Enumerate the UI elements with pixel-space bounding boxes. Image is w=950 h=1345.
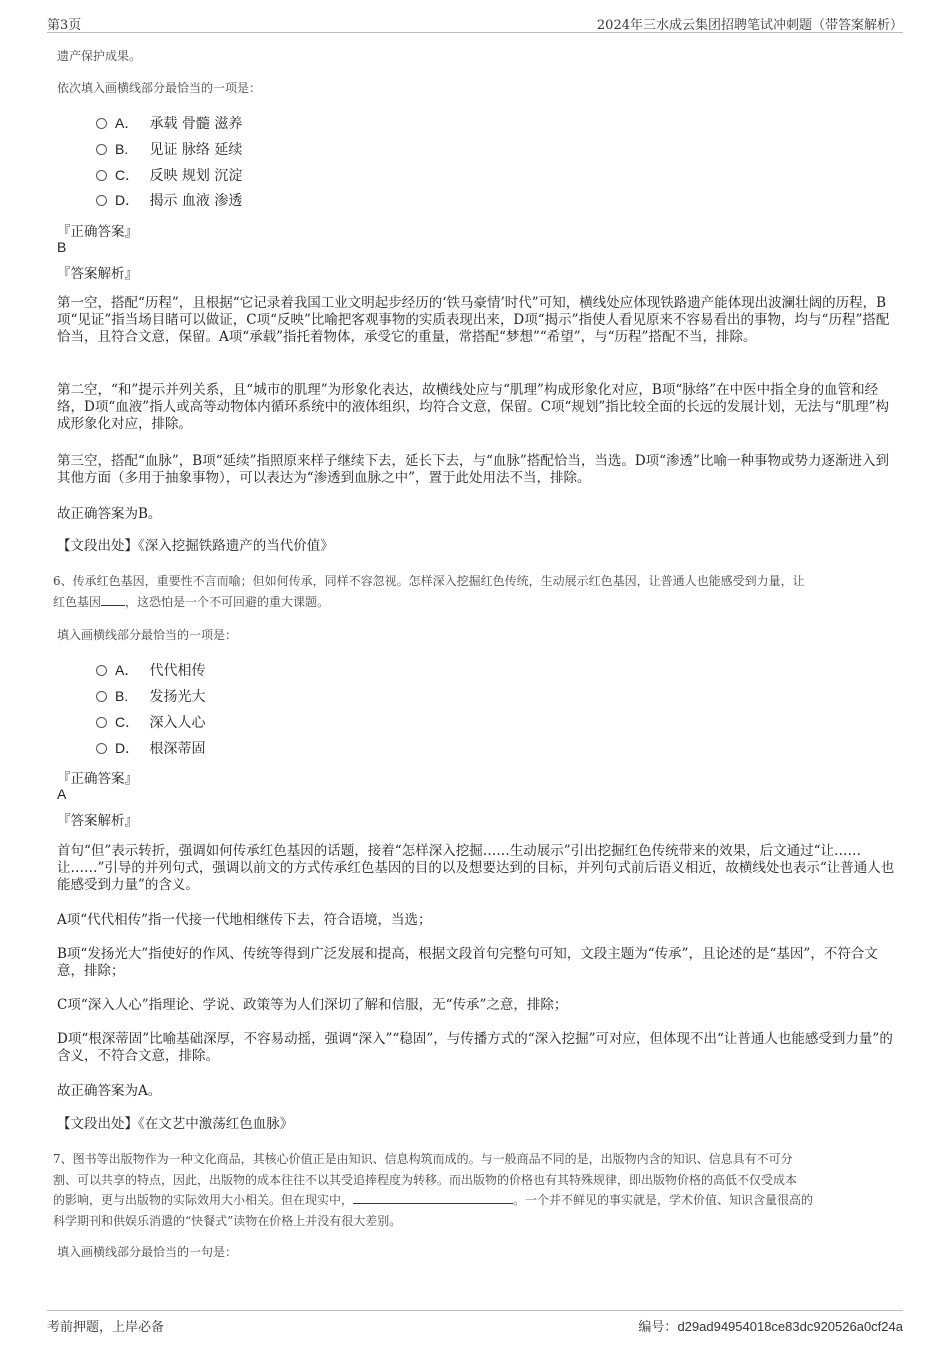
q6-option-a[interactable]: A． 代代相传 xyxy=(96,660,205,680)
answer-blank xyxy=(353,1190,513,1204)
q5-option-a[interactable]: A． 承载 骨髓 滋养 xyxy=(96,113,242,133)
radio-button[interactable] xyxy=(96,195,107,206)
q5-analysis-p2: 第二空，“和”提示并列关系，且“城市的肌理”为形象化表达，故横线处应与“肌理”构成形象化对应，B项“脉络”在中医中指全身的血管和经络，D项“血液”指人或高等动物体内循环系统中的液体组织，均符合文意，保留。C项“规划”指比较全面的长远的发展计划，无法与“肌理”构成形象化对应，排除。 xyxy=(57,382,890,432)
page-header xyxy=(47,10,903,33)
q6-analysis-p2: A项“代代相传”指一代接一代地相继传下去，符合语境，当选； xyxy=(57,912,432,928)
radio-button[interactable] xyxy=(96,665,107,676)
q7-prompt: 填入画横线部分最恰当的一句是： xyxy=(57,1245,238,1259)
q5-analysis-p3: 第三空，搭配“血脉”，B项“延续”指照原来样子继续下去，延长下去，与“血脉”搭配恰当，当选。D项“渗透”比喻一种事物或势力逐渐进入到其他方面（多用于抽象事物），可以表达为“渗透到血脉之中”，置于此处用法不当，排除。 xyxy=(57,453,889,486)
page-number: 第3页 xyxy=(47,18,82,33)
document-id: 编号：d29ad94954018ce83dc920526a0cf24a xyxy=(638,1319,903,1335)
q5-option-c[interactable]: C． 反映 规划 沉淀 xyxy=(96,165,242,185)
q6-analysis-p3: B项“发扬光大”指使好的作风、传统等得到广泛发展和提高，根据文段首句完整句可知，文段主题为“传承”，且论述的是“基因”，不符合文意，排除； xyxy=(57,946,878,979)
answer-blank xyxy=(101,592,125,606)
q5-analysis-p1: 第一空，搭配“历程”，且根据“它记录着我国工业文明起步经历的‘铁马豪情’时代”可知，横线处应体现铁路遗产能体现出波澜壮阔的历程，B项“见证”指当场目睹可以做证，C项“反映”比喻把客观事物的实质表现出来，D项“揭示”指使人看见原来不容易看出的事物，均与“历程”搭配恰当，且符合文意，保留。A项“承载”指托着物体，承受它的重量，常搭配“梦想”“希望”，与“历程”搭配不当，排除。 xyxy=(57,295,890,345)
q5-prompt: 依次填入画横线部分最恰当的一项是： xyxy=(57,81,262,95)
document-title: 2024年三水成云集团招聘笔试冲刺题（带答案解析） xyxy=(596,18,903,33)
q6-analysis-p5: D项“根深蒂固”比喻基础深厚，不容易动摇，强调“深入”“稳固”，与传播方式的“深入挖掘”可对应，但体现不出“让普通人也能感受到力量”的含义，不符合文意，排除。 xyxy=(57,1031,893,1064)
page-footer xyxy=(47,1310,903,1337)
radio-button[interactable] xyxy=(96,743,107,754)
q6-prompt: 填入画横线部分最恰当的一项是： xyxy=(57,628,238,642)
q6-analysis-label: 『答案解析』 xyxy=(57,813,138,829)
q6-option-c[interactable]: C． 深入人心 xyxy=(96,712,205,732)
q6-analysis-conclusion: 故正确答案为A。 xyxy=(57,1083,162,1099)
footer-slogan: 考前押题，上岸必备 xyxy=(47,1320,165,1335)
q5-analysis-label: 『答案解析』 xyxy=(57,266,138,282)
radio-button[interactable] xyxy=(96,170,107,181)
q6-stem: 6、传承红色基因，重要性不言而喻；但如何传承，同样不容忽视。怎样深入挖掘红色传统，生动展示红色基因，让普通人也能感受到力量，让 红色基因 ，这恐怕是一个不可回避的重大课题。 xyxy=(53,574,805,609)
q5-answer-label: 『正确答案』 xyxy=(57,224,138,240)
q5-answer: B xyxy=(57,239,67,255)
q5-stem-tail: 遗产保护成果。 xyxy=(57,49,142,63)
q6-answer-label: 『正确答案』 xyxy=(57,771,138,787)
q6-answer: A xyxy=(57,786,67,802)
radio-button[interactable] xyxy=(96,691,107,702)
q6-analysis-p4: C项“深入人心”指理论、学说、政策等为人们深切了解和信服，无“传承”之意，排除； xyxy=(57,997,568,1013)
q6-option-b[interactable]: B. 发扬光大 xyxy=(96,686,205,706)
q6-option-d[interactable]: D． 根深蒂固 xyxy=(96,738,205,758)
q5-source: 【文段出处】《深入挖掘铁路遗产的当代价值》 xyxy=(57,538,334,554)
radio-button[interactable] xyxy=(96,144,107,155)
q5-option-d[interactable]: D． 揭示 血液 渗透 xyxy=(96,190,242,210)
q6-source: 【文段出处】《在文艺中激荡红色血脉》 xyxy=(57,1116,294,1132)
q6-analysis-p1: 首句“但”表示转折，强调如何传承红色基因的话题，接着“怎样深入挖掘……生动展示”引出挖掘红色传统带来的效果，后文通过“让……让……”引导的并列句式，强调以前文的方式传承红色基因的目的以及想要达到的目标，并列句式前后语义相近，故横线处也表示“让普通人也能感受到力量”的含义。 xyxy=(57,843,895,893)
q5-option-b[interactable]: B. 见证 脉络 延续 xyxy=(96,139,242,159)
radio-button[interactable] xyxy=(96,717,107,728)
radio-button[interactable] xyxy=(96,118,107,129)
q7-stem: 7、图书等出版物作为一种文化商品，其核心价值正是由知识、信息构筑而成的。与一般商品不同的是，出版物内含的知识、信息具有不可分 割、可以共享的特点，因此，出版物的成本往往不以其受追捧程度为转移。而出版物的价格也有其特殊规律，即出版物价格的高低不仅受成本 的影响，更与出版物的实际效用大小相关。但在现实中， 。一个并不鲜见的事实就是，学术价值、知识含量很高的 科学期刊和供娱乐消遣的“快餐式”读物在价格上并没有很大差别。 xyxy=(53,1152,814,1228)
q5-analysis-conclusion: 故正确答案为B。 xyxy=(57,506,162,522)
